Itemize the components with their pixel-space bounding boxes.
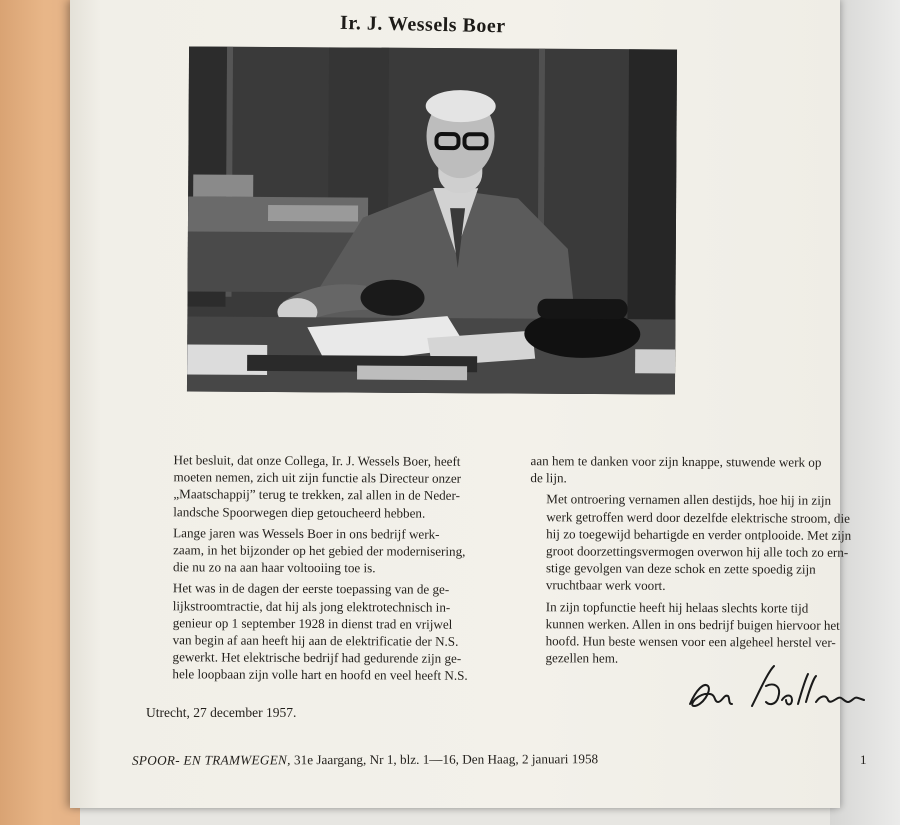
paragraph: [157, 451, 469, 521]
text-line: kunnen werken. Allen in ons bedrijf buigen hiervoor het: [545, 616, 840, 633]
paragraph: [529, 598, 850, 668]
text-line: lijkstroomtractie, dat hij als jong elektrotechnisch in-: [172, 597, 451, 615]
article-right-column: [529, 452, 851, 672]
text-line: van begin af aan heeft hij aan de elektrificatie der N.S.: [172, 632, 459, 649]
text-line: landsche Spoorwegen diep getoucheerd hebben.: [173, 503, 426, 521]
text-line: vruchtbaar werk voort.: [545, 577, 666, 594]
paragraph: [530, 491, 852, 596]
article-left-column: [156, 451, 468, 688]
handwritten-signature: [682, 660, 867, 715]
text-line: groot doorzettingsvermogen overwon hij alle toch zo ern-: [546, 543, 849, 560]
text-line: hele loopbaan zijn volle hart en hoofd en veel heeft N.S.: [172, 666, 468, 684]
text-line: Lange jaren was Wessels Boer in ons bedrijf werk-: [173, 525, 440, 542]
text-line: genieur op 1 september 1928 in dienst trad en vrijwel: [172, 615, 453, 632]
text-line: „Maatschappij” terug te trekken, zal allen in de Neder-: [173, 486, 461, 504]
text-line: die nu zo na aan haar voltooiing toe is.: [172, 559, 376, 576]
paragraph: [530, 452, 851, 488]
book-cover-edge: [0, 0, 80, 825]
paragraph: [157, 524, 469, 577]
journal-details: 31e Jaargang, Nr 1, blz. 1—16, Den Haag, 2 januari 1958: [294, 751, 599, 768]
text-line: hoofd. Hun beste wensen voor een algeheel herstel ver-: [545, 633, 836, 650]
text-line: aan hem te danken voor zijn knappe, stuwende werk op: [530, 453, 822, 470]
text-line: In zijn topfunctie heeft hij helaas slechts korte tijd: [545, 598, 809, 616]
text-line: gewerkt. Het elektrische bedrijf had gedurende zijn ge-: [172, 649, 462, 667]
page-number: 1: [860, 752, 867, 767]
text-line: gezellen hem.: [545, 650, 619, 666]
text-line: Het was in de dagen der eerste toepassing van de ge-: [172, 580, 450, 598]
text-line: de lijn.: [530, 470, 567, 486]
place-date: Utrecht, 27 december 1957.: [146, 705, 297, 720]
text-line: hij zo toegewijd behartigde en verder ontplooide. Met zijn: [546, 526, 852, 543]
text-line: Met ontroering vernamen allen destijds, hoe hij in zijn: [546, 491, 832, 509]
portrait-photo: [187, 47, 677, 395]
text-line: werk getroffen werd door dezelfde elektrische stroom, die: [546, 508, 850, 526]
text-line: Het besluit, dat onze Collega, Ir. J. Wessels Boer, heeft: [173, 452, 461, 469]
text-line: zaam, in het bijzonder op het gebied der modernisering,: [173, 542, 466, 559]
text-line: moeten nemen, zich uit zijn functie als Directeur onzer: [173, 469, 462, 486]
journal-footer: [132, 751, 598, 769]
text-line: stige gevolgen van deze schok en zette spoedig zijn: [545, 560, 816, 577]
journal-name: SPOOR- EN TRAMWEGEN,: [131, 752, 291, 768]
article-title: Ir. J. Wessels Boer: [339, 11, 506, 38]
magazine-page: [70, 0, 867, 808]
paragraph: [156, 580, 468, 685]
